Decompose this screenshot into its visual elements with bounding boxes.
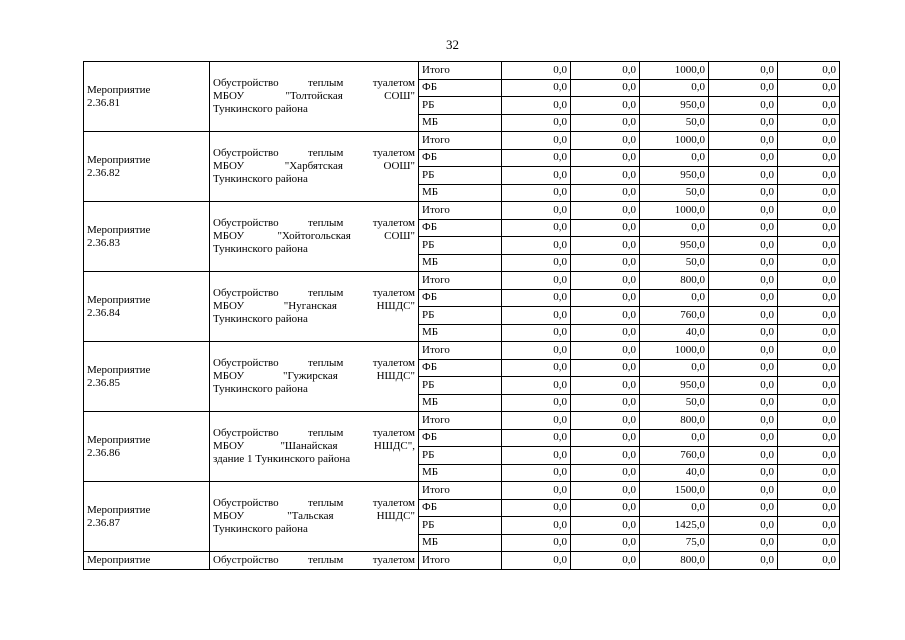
measure-label: Мероприятие [87, 83, 151, 96]
amount-cell: 1000,0 [640, 132, 709, 150]
description-line [213, 217, 415, 230]
funding-source-label: РБ [419, 517, 502, 535]
amount-cell: 50,0 [640, 114, 709, 132]
measure-description-cell [210, 132, 419, 202]
amount-cell: 950,0 [640, 377, 709, 395]
amount-cell: 0,0 [571, 324, 640, 342]
amount-cell: 0,0 [502, 517, 571, 535]
amount-cell: 0,0 [709, 184, 778, 202]
table-row [84, 412, 840, 430]
amount-cell: 40,0 [640, 464, 709, 482]
description-line [213, 160, 415, 173]
funding-source-label: МБ [419, 254, 502, 272]
amount-cell: 0,0 [502, 377, 571, 395]
funding-source-label: РБ [419, 307, 502, 325]
amount-cell: 0,0 [778, 114, 840, 132]
amount-cell: 0,0 [709, 307, 778, 325]
funding-source-label: Итого [419, 272, 502, 290]
funding-table [83, 61, 840, 570]
table-row [84, 202, 840, 220]
amount-cell: 0,0 [571, 552, 640, 570]
measure-description-cell [210, 272, 419, 342]
amount-cell: 0,0 [778, 132, 840, 150]
measure-description-cell [210, 482, 419, 552]
measure-label: Мероприятие [87, 293, 151, 306]
amount-cell: 0,0 [502, 219, 571, 237]
description-line [213, 427, 415, 440]
table-row [84, 552, 840, 570]
amount-cell: 0,0 [571, 62, 640, 80]
amount-cell: 0,0 [571, 394, 640, 412]
amount-cell: 0,0 [778, 324, 840, 342]
funding-source-label: МБ [419, 324, 502, 342]
description-word: МБОУ [213, 160, 245, 172]
measure-number: 2.36.81 [87, 96, 120, 109]
amount-cell: 0,0 [709, 377, 778, 395]
amount-cell: 0,0 [709, 254, 778, 272]
amount-cell: 0,0 [502, 324, 571, 342]
amount-cell: 1000,0 [640, 202, 709, 220]
measure-label: Мероприятие [87, 223, 151, 236]
description-word: "Шанайская [280, 440, 338, 452]
description-word: НШДС" [376, 370, 415, 382]
description-word: Обустройство [213, 553, 279, 566]
measure-label: Мероприятие [87, 503, 151, 516]
amount-cell: 0,0 [571, 342, 640, 360]
amount-cell: 0,0 [640, 499, 709, 517]
description-word: "Харбятская [284, 160, 343, 172]
amount-cell: 0,0 [502, 289, 571, 307]
table-row [84, 132, 840, 150]
description-line [213, 300, 415, 313]
amount-cell: 0,0 [571, 167, 640, 185]
amount-cell: 800,0 [640, 552, 709, 570]
description-word: "Нуганская [283, 300, 337, 312]
amount-cell: 0,0 [640, 359, 709, 377]
amount-cell: 0,0 [778, 254, 840, 272]
funding-source-label: МБ [419, 534, 502, 552]
amount-cell: 950,0 [640, 167, 709, 185]
description-line [213, 287, 415, 300]
description-word: туалетом [372, 217, 415, 229]
description-word: "Тальская [287, 510, 334, 522]
description-word: теплым [307, 427, 344, 439]
amount-cell: 0,0 [778, 534, 840, 552]
description-line: здание 1 Тункинского района [213, 453, 351, 465]
page-number: 32 [446, 37, 459, 52]
amount-cell: 0,0 [571, 97, 640, 115]
funding-source-label: ФБ [419, 79, 502, 97]
amount-cell: 0,0 [571, 359, 640, 377]
measure-number: 2.36.85 [87, 376, 120, 389]
measure-description-cell [210, 342, 419, 412]
amount-cell: 0,0 [571, 517, 640, 535]
amount-cell: 0,0 [778, 552, 840, 570]
description-word: МБОУ [213, 370, 245, 382]
measure-label: Мероприятие [87, 433, 151, 446]
description-word: туалетом [372, 147, 415, 159]
measure-number: 2.36.82 [87, 166, 120, 179]
measure-label: Мероприятие [87, 363, 151, 376]
amount-cell: 0,0 [571, 219, 640, 237]
description-word: Обустройство [213, 287, 279, 299]
description-word: туалетом [372, 287, 415, 299]
amount-cell: 0,0 [709, 289, 778, 307]
amount-cell: 0,0 [778, 482, 840, 500]
description-word: теплым [307, 77, 344, 89]
funding-source-label: Итого [419, 132, 502, 150]
measure-name-cell [84, 202, 210, 272]
amount-cell: 0,0 [709, 412, 778, 430]
funding-source-label: ФБ [419, 219, 502, 237]
amount-cell: 0,0 [502, 97, 571, 115]
amount-cell: 0,0 [778, 429, 840, 447]
measure-name-cell [84, 62, 210, 132]
description-line: Тункинского района [213, 523, 308, 535]
measure-description-cell [210, 552, 419, 570]
amount-cell: 0,0 [502, 447, 571, 465]
description-word: МБОУ [213, 300, 245, 312]
amount-cell: 0,0 [709, 114, 778, 132]
amount-cell: 0,0 [571, 447, 640, 465]
description-line: Тункинского района [213, 103, 308, 115]
description-word: туалетом [372, 553, 415, 566]
description-line [213, 510, 415, 523]
amount-cell: 0,0 [778, 202, 840, 220]
amount-cell: 0,0 [778, 464, 840, 482]
description-word: Обустройство [213, 427, 279, 439]
amount-cell: 50,0 [640, 184, 709, 202]
funding-source-label: ФБ [419, 359, 502, 377]
amount-cell: 0,0 [571, 412, 640, 430]
amount-cell: 0,0 [502, 552, 571, 570]
measure-name-cell [84, 412, 210, 482]
funding-source-label: РБ [419, 237, 502, 255]
measure-description-cell [210, 202, 419, 272]
funding-source-label: РБ [419, 377, 502, 395]
description-line [213, 90, 415, 103]
amount-cell: 0,0 [709, 97, 778, 115]
amount-cell: 0,0 [709, 79, 778, 97]
funding-source-label: МБ [419, 114, 502, 132]
amount-cell: 0,0 [640, 149, 709, 167]
funding-source-label: МБ [419, 184, 502, 202]
description-word: НШДС", [373, 440, 415, 452]
description-word: туалетом [372, 357, 415, 369]
description-word: "Толтойская [285, 90, 343, 102]
measure-name-cell [84, 132, 210, 202]
description-word: теплым [307, 497, 344, 509]
amount-cell: 0,0 [778, 167, 840, 185]
amount-cell: 0,0 [502, 499, 571, 517]
description-word: Обустройство [213, 77, 279, 89]
amount-cell: 0,0 [778, 62, 840, 80]
amount-cell: 0,0 [502, 237, 571, 255]
amount-cell: 1000,0 [640, 342, 709, 360]
amount-cell: 0,0 [502, 149, 571, 167]
description-word: Обустройство [213, 497, 279, 509]
description-word: туалетом [372, 497, 415, 509]
funding-source-label: РБ [419, 447, 502, 465]
amount-cell: 0,0 [502, 272, 571, 290]
amount-cell: 0,0 [502, 79, 571, 97]
amount-cell: 0,0 [709, 342, 778, 360]
amount-cell: 0,0 [502, 394, 571, 412]
measure-number: 2.36.83 [87, 236, 120, 249]
measure-name-cell [84, 342, 210, 412]
amount-cell: 0,0 [502, 114, 571, 132]
amount-cell: 0,0 [778, 79, 840, 97]
table-row [84, 342, 840, 360]
amount-cell: 0,0 [709, 202, 778, 220]
amount-cell: 0,0 [778, 184, 840, 202]
amount-cell: 0,0 [571, 534, 640, 552]
amount-cell: 0,0 [709, 429, 778, 447]
amount-cell: 0,0 [571, 149, 640, 167]
amount-cell: 0,0 [571, 184, 640, 202]
amount-cell: 0,0 [571, 254, 640, 272]
description-word: теплым [307, 147, 344, 159]
description-line [213, 147, 415, 160]
amount-cell: 0,0 [778, 359, 840, 377]
description-word: Обустройство [213, 357, 279, 369]
description-word: МБОУ [213, 440, 245, 452]
amount-cell: 0,0 [502, 359, 571, 377]
description-line [213, 230, 415, 243]
description-line [213, 370, 415, 383]
amount-cell: 0,0 [502, 202, 571, 220]
funding-source-label: МБ [419, 464, 502, 482]
amount-cell: 0,0 [709, 482, 778, 500]
amount-cell: 0,0 [571, 377, 640, 395]
funding-source-label: ФБ [419, 429, 502, 447]
table-row [84, 482, 840, 500]
amount-cell: 0,0 [502, 412, 571, 430]
description-line [213, 440, 415, 453]
amount-cell: 0,0 [502, 254, 571, 272]
amount-cell: 0,0 [502, 429, 571, 447]
amount-cell: 0,0 [709, 132, 778, 150]
amount-cell: 0,0 [778, 394, 840, 412]
amount-cell: 0,0 [640, 79, 709, 97]
amount-cell: 950,0 [640, 237, 709, 255]
measure-name-cell [84, 272, 210, 342]
amount-cell: 1425,0 [640, 517, 709, 535]
funding-source-label: ФБ [419, 289, 502, 307]
amount-cell: 0,0 [778, 149, 840, 167]
funding-source-label: Итого [419, 202, 502, 220]
measure-name-cell: Мероприятие [84, 552, 210, 570]
funding-source-label: РБ [419, 167, 502, 185]
description-word: теплым [307, 553, 344, 566]
description-word: МБОУ [213, 230, 245, 242]
amount-cell: 0,0 [778, 447, 840, 465]
amount-cell: 40,0 [640, 324, 709, 342]
measure-description-cell [210, 62, 419, 132]
amount-cell: 0,0 [778, 499, 840, 517]
amount-cell: 0,0 [709, 517, 778, 535]
amount-cell: 0,0 [709, 464, 778, 482]
description-line [213, 357, 415, 370]
amount-cell: 0,0 [571, 499, 640, 517]
amount-cell: 0,0 [778, 219, 840, 237]
amount-cell: 0,0 [571, 464, 640, 482]
amount-cell: 0,0 [709, 149, 778, 167]
amount-cell: 0,0 [709, 534, 778, 552]
description-word: туалетом [372, 77, 415, 89]
amount-cell: 0,0 [709, 62, 778, 80]
amount-cell: 760,0 [640, 307, 709, 325]
measure-name-cell [84, 482, 210, 552]
amount-cell: 0,0 [709, 359, 778, 377]
description-word: Обустройство [213, 147, 279, 159]
funding-source-label: Итого [419, 482, 502, 500]
amount-cell: 0,0 [571, 289, 640, 307]
description-word: МБОУ [213, 510, 245, 522]
amount-cell: 0,0 [778, 342, 840, 360]
amount-cell: 1000,0 [640, 62, 709, 80]
description-line: Тункинского района [213, 173, 308, 185]
funding-source-label: Итого [419, 412, 502, 430]
description-word: теплым [307, 217, 344, 229]
amount-cell: 50,0 [640, 394, 709, 412]
amount-cell: 0,0 [709, 237, 778, 255]
funding-source-label: РБ [419, 97, 502, 115]
description-word: СОШ" [384, 90, 415, 102]
funding-source-label: Итого [419, 62, 502, 80]
measure-number: 2.36.86 [87, 446, 120, 459]
amount-cell: 0,0 [571, 482, 640, 500]
measure-description-cell [210, 412, 419, 482]
amount-cell: 0,0 [778, 272, 840, 290]
measure-label: Мероприятие [87, 153, 151, 166]
amount-cell: 0,0 [778, 412, 840, 430]
amount-cell: 0,0 [640, 429, 709, 447]
amount-cell: 0,0 [640, 219, 709, 237]
amount-cell: 0,0 [502, 342, 571, 360]
amount-cell: 0,0 [502, 62, 571, 80]
amount-cell: 0,0 [778, 307, 840, 325]
measure-number: 2.36.84 [87, 306, 120, 319]
description-word: НШДС" [376, 510, 415, 522]
amount-cell: 1500,0 [640, 482, 709, 500]
description-word: СОШ" [384, 230, 415, 242]
amount-cell: 0,0 [571, 429, 640, 447]
funding-source-label: ФБ [419, 499, 502, 517]
description-line [213, 77, 415, 90]
amount-cell: 75,0 [640, 534, 709, 552]
amount-cell: 0,0 [640, 289, 709, 307]
amount-cell: 0,0 [778, 289, 840, 307]
funding-source-label: МБ [419, 394, 502, 412]
amount-cell: 800,0 [640, 272, 709, 290]
amount-cell: 0,0 [502, 184, 571, 202]
description-line: Тункинского района [213, 383, 308, 395]
amount-cell: 50,0 [640, 254, 709, 272]
description-line: Тункинского района [213, 243, 308, 255]
description-line [213, 554, 415, 567]
table-row [84, 272, 840, 290]
amount-cell: 0,0 [571, 272, 640, 290]
amount-cell: 0,0 [709, 447, 778, 465]
amount-cell: 0,0 [571, 114, 640, 132]
description-word: "Гужирская [282, 370, 338, 382]
amount-cell: 0,0 [709, 394, 778, 412]
amount-cell: 0,0 [778, 377, 840, 395]
description-word: Обустройство [213, 217, 279, 229]
description-line [213, 497, 415, 510]
amount-cell: 760,0 [640, 447, 709, 465]
amount-cell: 0,0 [571, 202, 640, 220]
description-word: МБОУ [213, 90, 245, 102]
description-word: НШДС" [376, 300, 415, 312]
amount-cell: 0,0 [502, 464, 571, 482]
description-word: теплым [307, 357, 344, 369]
amount-cell: 0,0 [709, 272, 778, 290]
amount-cell: 0,0 [778, 237, 840, 255]
amount-cell: 0,0 [571, 79, 640, 97]
amount-cell: 0,0 [778, 517, 840, 535]
amount-cell: 950,0 [640, 97, 709, 115]
amount-cell: 0,0 [778, 97, 840, 115]
amount-cell: 0,0 [571, 307, 640, 325]
funding-source-label: Итого [419, 552, 502, 570]
description-word: теплым [307, 287, 344, 299]
amount-cell: 0,0 [502, 534, 571, 552]
amount-cell: 800,0 [640, 412, 709, 430]
description-word: "Хойтогольская [277, 230, 351, 242]
description-word: ООШ" [383, 160, 415, 172]
amount-cell: 0,0 [709, 552, 778, 570]
amount-cell: 0,0 [571, 132, 640, 150]
table-row [84, 62, 840, 80]
amount-cell: 0,0 [502, 167, 571, 185]
amount-cell: 0,0 [502, 307, 571, 325]
amount-cell: 0,0 [502, 132, 571, 150]
funding-source-label: ФБ [419, 149, 502, 167]
amount-cell: 0,0 [502, 482, 571, 500]
description-word: туалетом [372, 427, 415, 439]
funding-source-label: Итого [419, 342, 502, 360]
amount-cell: 0,0 [709, 499, 778, 517]
amount-cell: 0,0 [571, 237, 640, 255]
description-line: Тункинского района [213, 313, 308, 325]
amount-cell: 0,0 [709, 324, 778, 342]
amount-cell: 0,0 [709, 167, 778, 185]
amount-cell: 0,0 [709, 219, 778, 237]
measure-number: 2.36.87 [87, 516, 120, 529]
